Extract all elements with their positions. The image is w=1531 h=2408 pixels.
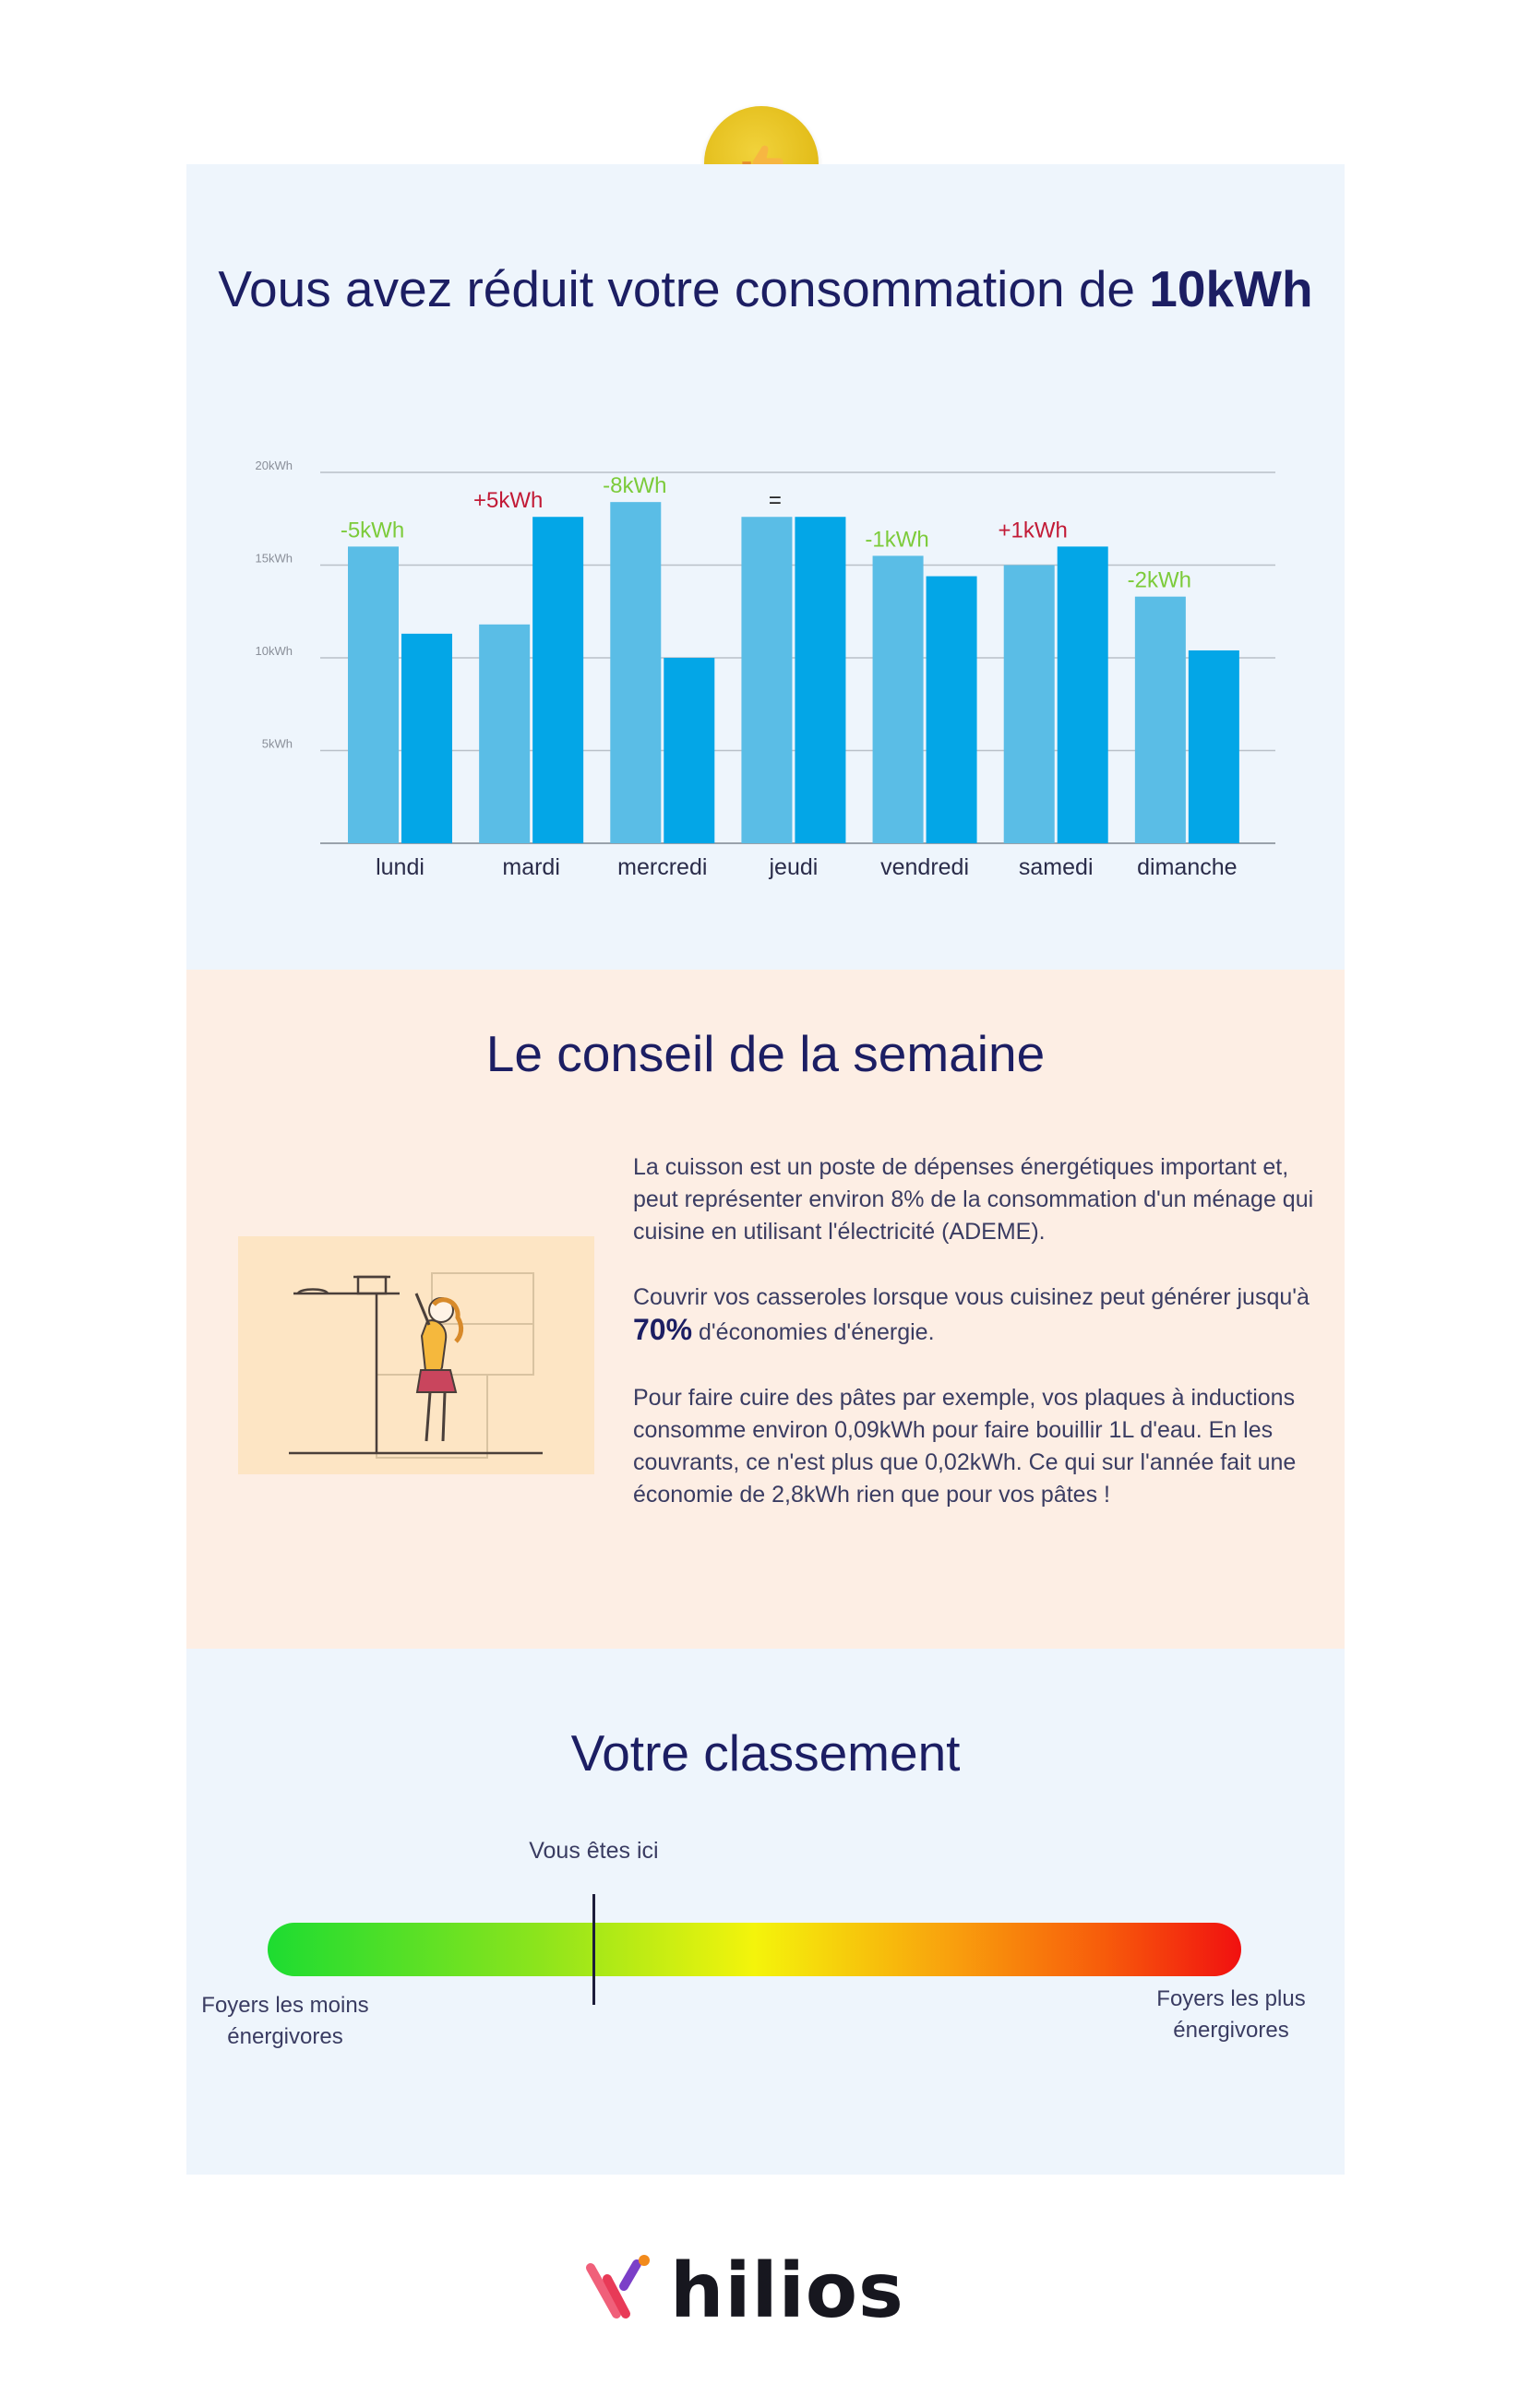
hilios-logo-icon [580,2251,653,2325]
ranking-position-marker [592,1894,595,2005]
bar-previous-week [610,502,661,843]
tip-paragraph-2 [633,1281,1316,1349]
ranking-marker-label: Vous êtes ici [529,1838,659,1864]
bar-current-week [401,634,452,843]
consumption-title-text: Vous avez réduit votre consommation de [218,260,1150,317]
tip-title: Le conseil de la semaine [485,1025,1046,1082]
tip-savings-highlight: 70% [633,1313,693,1346]
bar-previous-week [1135,597,1186,843]
tip-text [633,1151,1316,1544]
y-tick-label: 15kWh [255,551,293,566]
tip-paragraph-1: La cuisson est un poste de dépenses énergétiques important et, peut représenter environ 8% de la consommation d'un ménage qui cuisine en utilisant l'électricité (ADEME). [633,1154,1314,1245]
bar-previous-week [873,555,924,843]
bar-previous-week [479,625,530,843]
ranking-section [186,1649,1345,2175]
brand-logo [580,2247,904,2335]
tip-paragraph-2-start: Couvrir vos casseroles lorsque vous cuisinez peut générer jusqu'à [633,1284,1310,1310]
ranking-high-label: Foyers les plus énergivores [1156,1986,1306,2043]
bar-current-week [795,517,845,843]
x-category-label: mardi [502,854,560,880]
bar-previous-week [348,546,399,843]
weekly-tip-section [186,970,1345,1649]
y-tick-label: 20kWh [255,459,293,472]
bar-current-week [1189,650,1239,843]
x-category-label: jeudi [769,854,819,880]
x-category-label: dimanche [1137,854,1238,880]
delta-label: -1kWh [865,527,929,553]
bar-current-week [664,658,714,843]
delta-label: = [768,488,782,514]
delta-label: +1kWh [998,518,1068,543]
bar-current-week [532,517,583,843]
weekly-consumption-chart [186,164,1345,970]
x-category-label: lundi [376,854,425,880]
delta-label: +5kWh [472,488,544,514]
x-category-label: mercredi [617,854,708,880]
bar-previous-week [1004,566,1055,844]
delta-label: -8kWh [603,473,667,499]
bar-previous-week [741,517,792,843]
tip-paragraph-2-end: d'économies d'énergie. [692,1319,935,1345]
delta-label: -2kWh [1127,567,1192,593]
y-tick-label: 5kWh [261,736,293,751]
y-tick-label: 10kWh [255,644,293,658]
consumption-section [186,164,1345,970]
ranking-title: Votre classement [570,1724,961,1782]
tip-paragraph-3: Pour faire cuire des pâtes par exemple, vos plaques à inductions consomme environ 0,09kWh pour faire bouillir 1L d'eau. En les couvrants, ce n'est plus que 0,02kWh. Ce qui sur l'année fait une économie de 2,8kWh rien que pour vos pâtes ! [633,1385,1297,1508]
ranking-low-label: Foyers les moins énergivores [201,1993,369,2049]
x-category-label: samedi [1018,854,1094,880]
bar-current-week [927,577,977,843]
brand-name: hilios [670,2247,904,2335]
cooking-illustration [238,1236,594,1474]
consumption-reduction-value: 10kWh [1149,260,1313,317]
ranking-gauge [268,1923,1241,1976]
x-category-label: vendredi [880,854,970,880]
delta-label: -5kWh [340,518,405,543]
bar-current-week [1058,546,1108,843]
